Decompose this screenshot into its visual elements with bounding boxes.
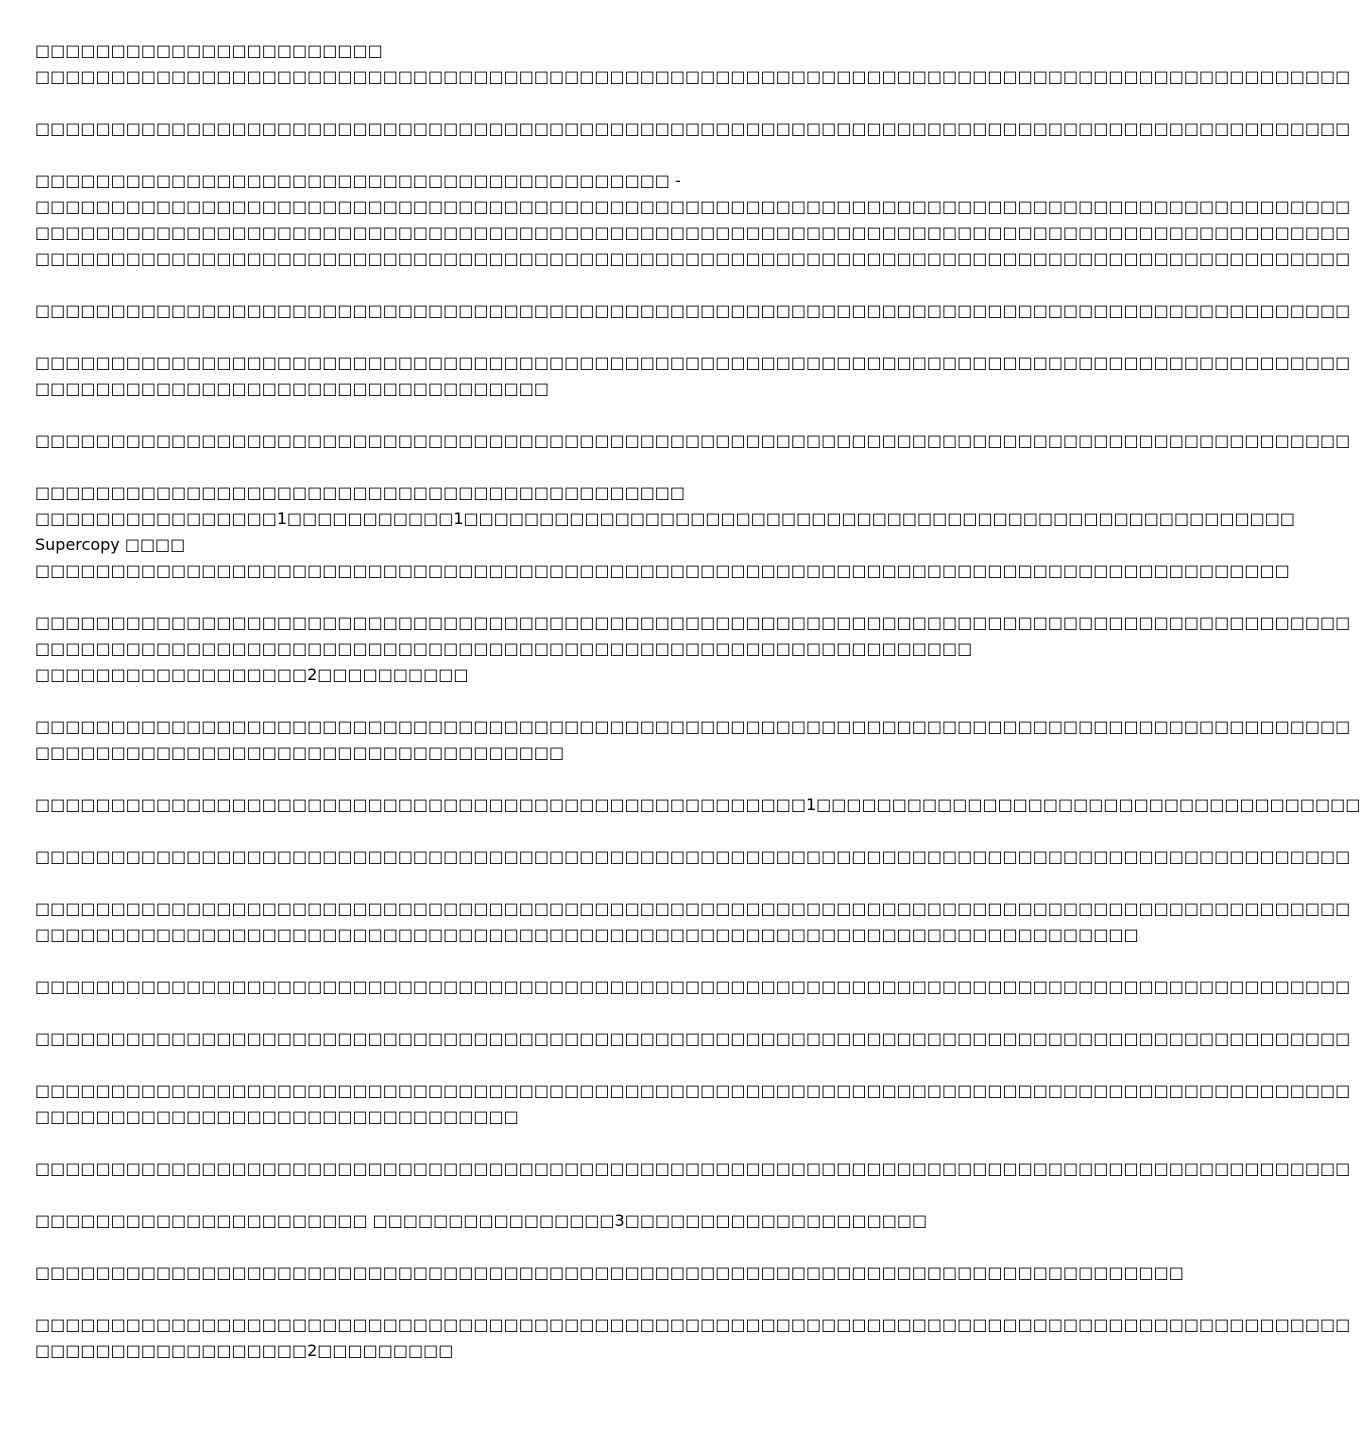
text-line: □□□□□□□□□□□□□□□□□□□□□□□□□□□□□□□□□□□□□□□□□□□□□□□□□□□□□□□□□□□□□□□□□□□□□□□□□□□□□□□□□□□□□□□ (35, 1029, 1351, 1048)
paragraph (35, 1312, 1351, 1364)
paragraph (35, 610, 1351, 688)
text-line: □□□□□□□□□□□□□□□□□□□□□□□□□□□□□□□□□□□□□□□□□□□□□□□□□□□□□□□□□□□□□□□□□□□□□□□□□□□□□□□□□□□□□□□ (35, 301, 1351, 320)
text-line: □□□□□□□□□□□□□□□□□□□□□□□□□□□□□□□□□□□□□□□□□□ - (35, 171, 681, 190)
text-line: □□□□□□□□□□□□□□□□□□□□□□□□□□□□□□□□□□□□□□□□□□□□□□□□□□□□□□□□□□□□□□□□□□□□□□□□□ (35, 925, 1139, 944)
paragraph (35, 844, 1351, 870)
text-line: □□□□□□□□□□□□□□□□□□□□□□ □□□□□□□□□□□□□□□□3□□□□□□□□□□□□□□□□□□□□ (35, 1211, 928, 1230)
paragraph (35, 298, 1351, 324)
text-line: □□□□□□□□□□□□□□□□□□□□□□□□□□□□□□□□□□□□□□□□□□□□□□□□□□□□□□□□□□□□□□□□□□□□□□□□□□□□□□□□□□□□□□□ (35, 1315, 1351, 1334)
text-line: □□□□□□□□□□□□□□□□□□□□□□□□□□□□□□□□□□□□□□□□□□□□□□□□□□□1□□□□□□□□□□□□□□□□□□□□□□□□□□□□□□□□□□□□ (35, 795, 1360, 814)
text-line: □□□□□□□□□□□□□□□□□□□□□□□□□□□□□□□□□□□□□□□□□□□□□□□□□□□□□□□□□□□□□□□□□□□□□□□□□□□□□□□□□□□□□□□ (35, 613, 1351, 632)
paragraph (35, 350, 1351, 402)
text-line: □□□□□□□□□□□□□□□□□□□□□□□□□□□□□□□□□□□□□□□□□□□□□□□□□□□□□□□□□□□□□□□□□□□□□□□□□□□□□□□□□□□□□□□ (35, 1159, 1351, 1178)
text-line: □□□□□□□□□□□□□□□□□□□□□□□□□□□□□□□□□□□□□□□□□□□□□□□□□□□□□□□□□□□□□□□□□□□□□□□□□□□□□□□□□□□□□□□ (35, 249, 1351, 268)
paragraph (35, 480, 1295, 584)
text-line: Supercopy □□□□ (35, 535, 186, 554)
paragraph (35, 1026, 1351, 1052)
text-line: □□□□□□□□□□□□□□□□□□□□□□□□□□□□□□□□ (35, 1107, 519, 1126)
paragraph (35, 1260, 1184, 1286)
text-line: □□□□□□□□□□□□□□□□□□□□□□□□□□□□□□□□□□□□□□□□□□□□□□□□□□□□□□□□□□□□□□□□□□□□□□□□□□□□ (35, 1263, 1184, 1282)
paragraph (35, 1156, 1351, 1182)
text-line: □□□□□□□□□□□□□□□□□□□□□□□□□□□□□□□□□□□□□□□□□□□ (35, 483, 686, 502)
paragraph (35, 38, 1351, 90)
text-line: □□□□□□□□□□□□□□□□□□□□□□□□□□□□□□□□□□□□□□□□□□□□□□□□□□□□□□□□□□□□□□□□□□□□□□□□□□□□□□□□□□□□□□□ (35, 717, 1351, 736)
document-body (35, 38, 1360, 1390)
paragraph (35, 428, 1351, 454)
text-line: □□□□□□□□□□□□□□□□□□□□□□□□□□□□□□□□□□□□□□□□□□□□□□□□□□□□□□□□□□□□□□□□□□□□□□□□□□□□□□□□□□□□□□□ (35, 431, 1351, 450)
text-line: □□□□□□□□□□□□□□□□□□□□□□□ (35, 41, 383, 60)
text-line: □□□□□□□□□□□□□□□□□□2□□□□□□□□□ (35, 1341, 454, 1360)
text-line: □□□□□□□□□□□□□□□□□□2□□□□□□□□□□ (35, 665, 469, 684)
text-line: □□□□□□□□□□□□□□□□□□□□□□□□□□□□□□□□□□□□□□□□□□□□□□□□□□□□□□□□□□□□□□□□□□□□□□□□□□□□□□□□□□□□□□□ (35, 847, 1351, 866)
paragraph (35, 974, 1351, 1000)
paragraph (35, 714, 1351, 766)
text-line: □□□□□□□□□□□□□□□□□□□□□□□□□□□□□□□□□□□□□□□□□□□□□□□□□□□□□□□□□□□□□□□□□□□□□□□□□□□□□□□□□□□□□□□ (35, 67, 1351, 86)
text-line: □□□□□□□□□□□□□□□□□□□□□□□□□□□□□□□□□□ (35, 379, 549, 398)
text-line: □□□□□□□□□□□□□□□□□□□□□□□□□□□□□□□□□□□ (35, 743, 565, 762)
text-line: □□□□□□□□□□□□□□□□□□□□□□□□□□□□□□□□□□□□□□□□□□□□□□□□□□□□□□□□□□□□□□ (35, 639, 973, 658)
text-line: □□□□□□□□□□□□□□□□□□□□□□□□□□□□□□□□□□□□□□□□□□□□□□□□□□□□□□□□□□□□□□□□□□□□□□□□□□□□□□□□□□□□□□□ (35, 1081, 1351, 1100)
text-line: □□□□□□□□□□□□□□□□□□□□□□□□□□□□□□□□□□□□□□□□□□□□□□□□□□□□□□□□□□□□□□□□□□□□□□□□□□□□□□□□□□□□□□□ (35, 197, 1351, 216)
text-line: □□□□□□□□□□□□□□□□□□□□□□□□□□□□□□□□□□□□□□□□□□□□□□□□□□□□□□□□□□□□□□□□□□□□□□□□□□□□□□□□□□□□□□□ (35, 977, 1351, 996)
paragraph (35, 1208, 990, 1234)
text-line: □□□□□□□□□□□□□□□□□□□□□□□□□□□□□□□□□□□□□□□□□□□□□□□□□□□□□□□□□□□□□□□□□□□□□□□□□□□□□□□□□□□□□□□ (35, 353, 1351, 372)
text-line: □□□□□□□□□□□□□□□□□□□□□□□□□□□□□□□□□□□□□□□□□□□□□□□□□□□□□□□□□□□□□□□□□□□□□□□□□□□□□□□□□□□□□□□ (35, 899, 1351, 918)
text-line: □□□□□□□□□□□□□□□□1□□□□□□□□□□□1□□□□□□□□□□□□□□□□□□□□□□□□□□□□□□□□□□□□□□□□□□□□□□□□□□□□□□□ (35, 509, 1295, 528)
paragraph (35, 116, 1351, 142)
text-line: □□□□□□□□□□□□□□□□□□□□□□□□□□□□□□□□□□□□□□□□□□□□□□□□□□□□□□□□□□□□□□□□□□□□□□□□□□□□□□□□□□□□□□□ (35, 119, 1351, 138)
paragraph (35, 1078, 1351, 1130)
paragraph (35, 792, 1360, 818)
paragraph (35, 168, 1351, 272)
paragraph (35, 896, 1351, 948)
text-line: □□□□□□□□□□□□□□□□□□□□□□□□□□□□□□□□□□□□□□□□□□□□□□□□□□□□□□□□□□□□□□□□□□□□□□□□□□□□□□□□□□□ (35, 561, 1290, 580)
text-line: □□□□□□□□□□□□□□□□□□□□□□□□□□□□□□□□□□□□□□□□□□□□□□□□□□□□□□□□□□□□□□□□□□□□□□□□□□□□□□□□□□□□□□□ (35, 223, 1351, 242)
